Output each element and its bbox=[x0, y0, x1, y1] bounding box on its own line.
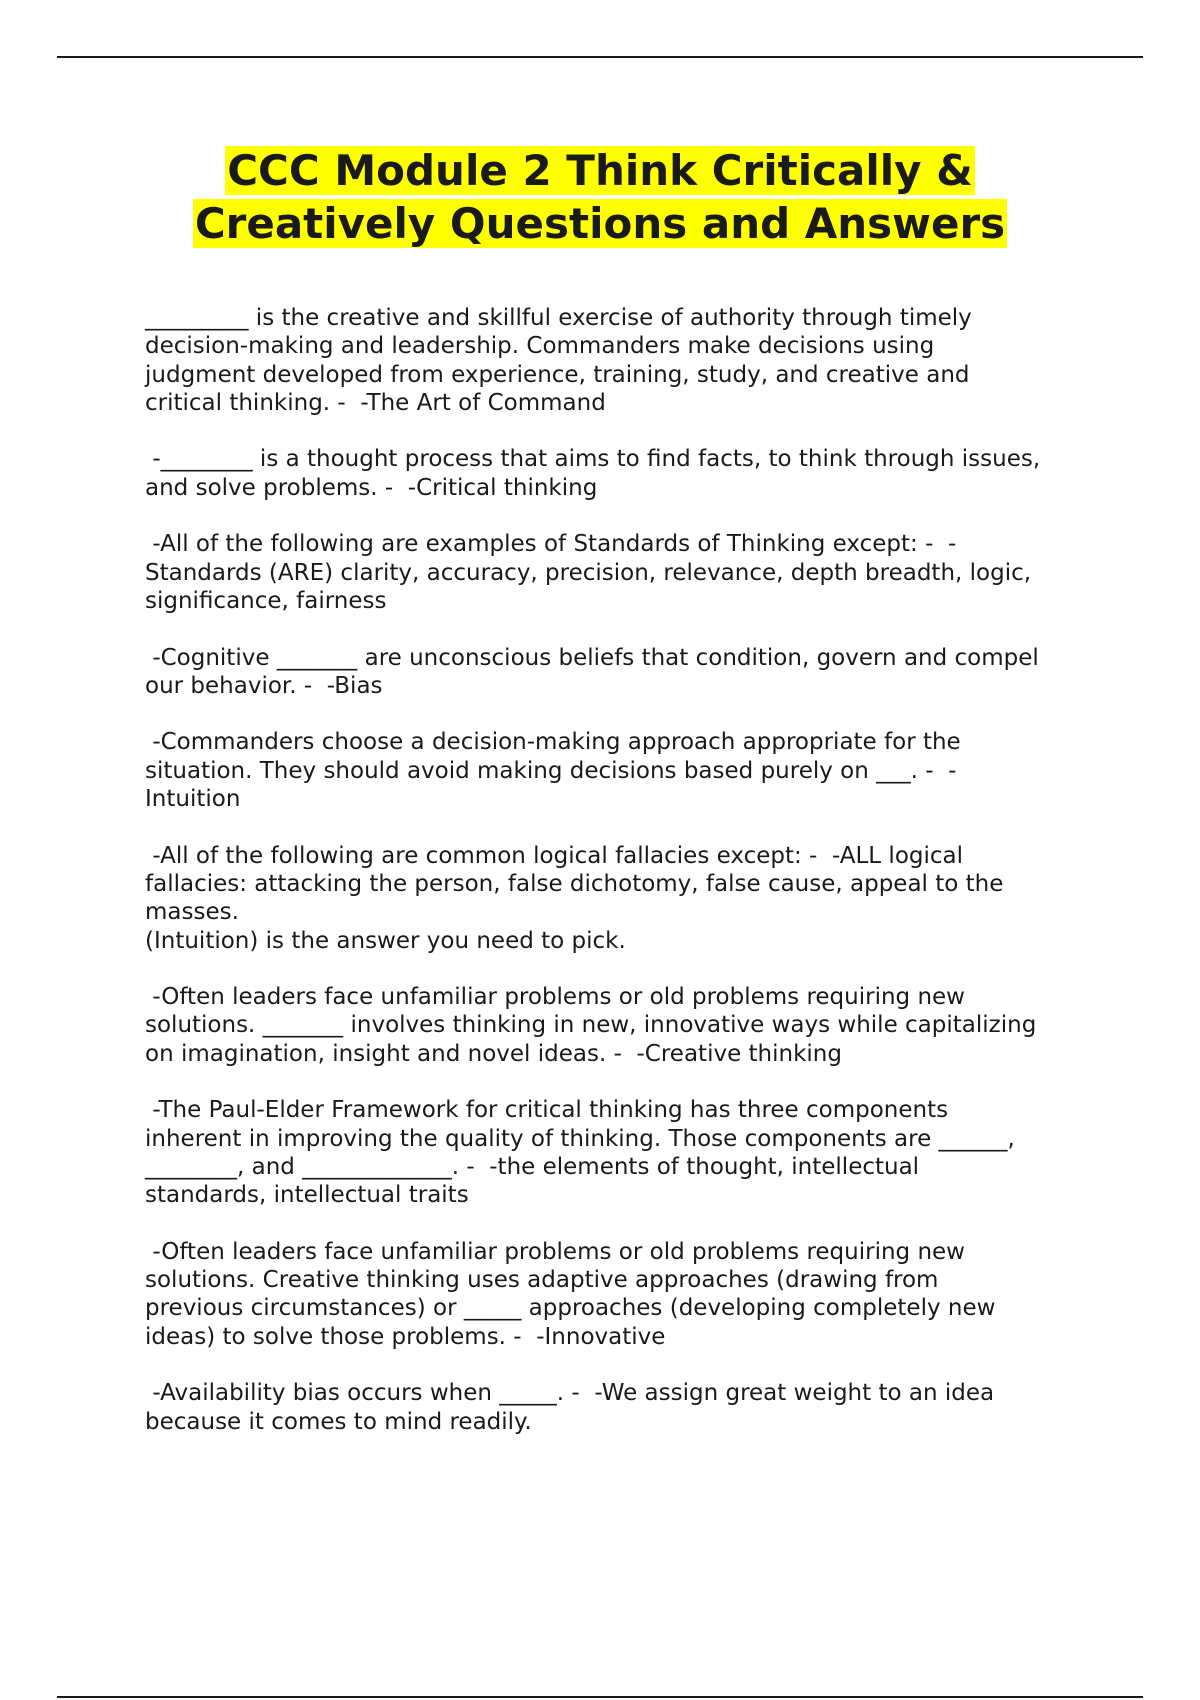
title-line-2: Creatively Questions and Answers bbox=[194, 199, 1006, 248]
qa-item: _________ is the creative and skillful exercise of authority through timely decision-making and leadership. Commanders make decisions using judgment developed from experience, training, study, and creative and critical thinking. - -The Art of Command bbox=[145, 305, 972, 416]
title-line-1: CCC Module 2 Think Critically & bbox=[227, 146, 973, 195]
qa-item: -All of the following are common logical fallacies except: - -ALL logical fallacies: attacking the person, false dichotomy, false cause, appeal to the masses. (Intuition) is the answer you need to pick. bbox=[145, 842, 1004, 954]
qa-item: -________ is a thought process that aims to find facts, to think through issues, and solve problems. - -Critical thinking bbox=[145, 446, 1041, 501]
qa-item: -The Paul-Elder Framework for critical thinking has three components inherent in improving the quality of thinking. Those components are ______, ________, and _____________. - -the elements of thought, intellectual standards, intellectual traits bbox=[145, 1097, 1015, 1209]
qa-item: -Commanders choose a decision-making approach appropriate for the situation. They should avoid making decisions based purely on ___. - - Intuition bbox=[145, 729, 961, 813]
qa-list bbox=[145, 304, 1095, 1464]
document-title bbox=[0, 144, 1200, 250]
top-rule bbox=[57, 56, 1143, 58]
qa-item: -All of the following are examples of Standards of Thinking except: - - Standards (ARE) clarity, accuracy, precision, relevance, depth breadth, logic, significance, fairness bbox=[145, 531, 1032, 614]
qa-item: -Often leaders face unfamiliar problems or old problems requiring new solutions. _______ involves thinking in new, innovative ways while capitalizing on imagination, insight and novel ideas. - -Creative thinking bbox=[145, 984, 1037, 1067]
title-block bbox=[0, 144, 1200, 250]
qa-item: -Often leaders face unfamiliar problems or old problems requiring new solutions. Creative thinking uses adaptive approaches (drawing from previous circumstances) or _____ approaches (developing completely new ideas) to solve those problems. - -Innovative bbox=[145, 1238, 996, 1350]
bottom-rule bbox=[57, 1696, 1143, 1698]
qa-item: -Availability bias occurs when _____. - -We assign great weight to an idea because it comes to mind readily. bbox=[145, 1380, 995, 1435]
qa-item: -Cognitive _______ are unconscious beliefs that condition, govern and compel our behavior. - -Bias bbox=[145, 644, 1039, 699]
